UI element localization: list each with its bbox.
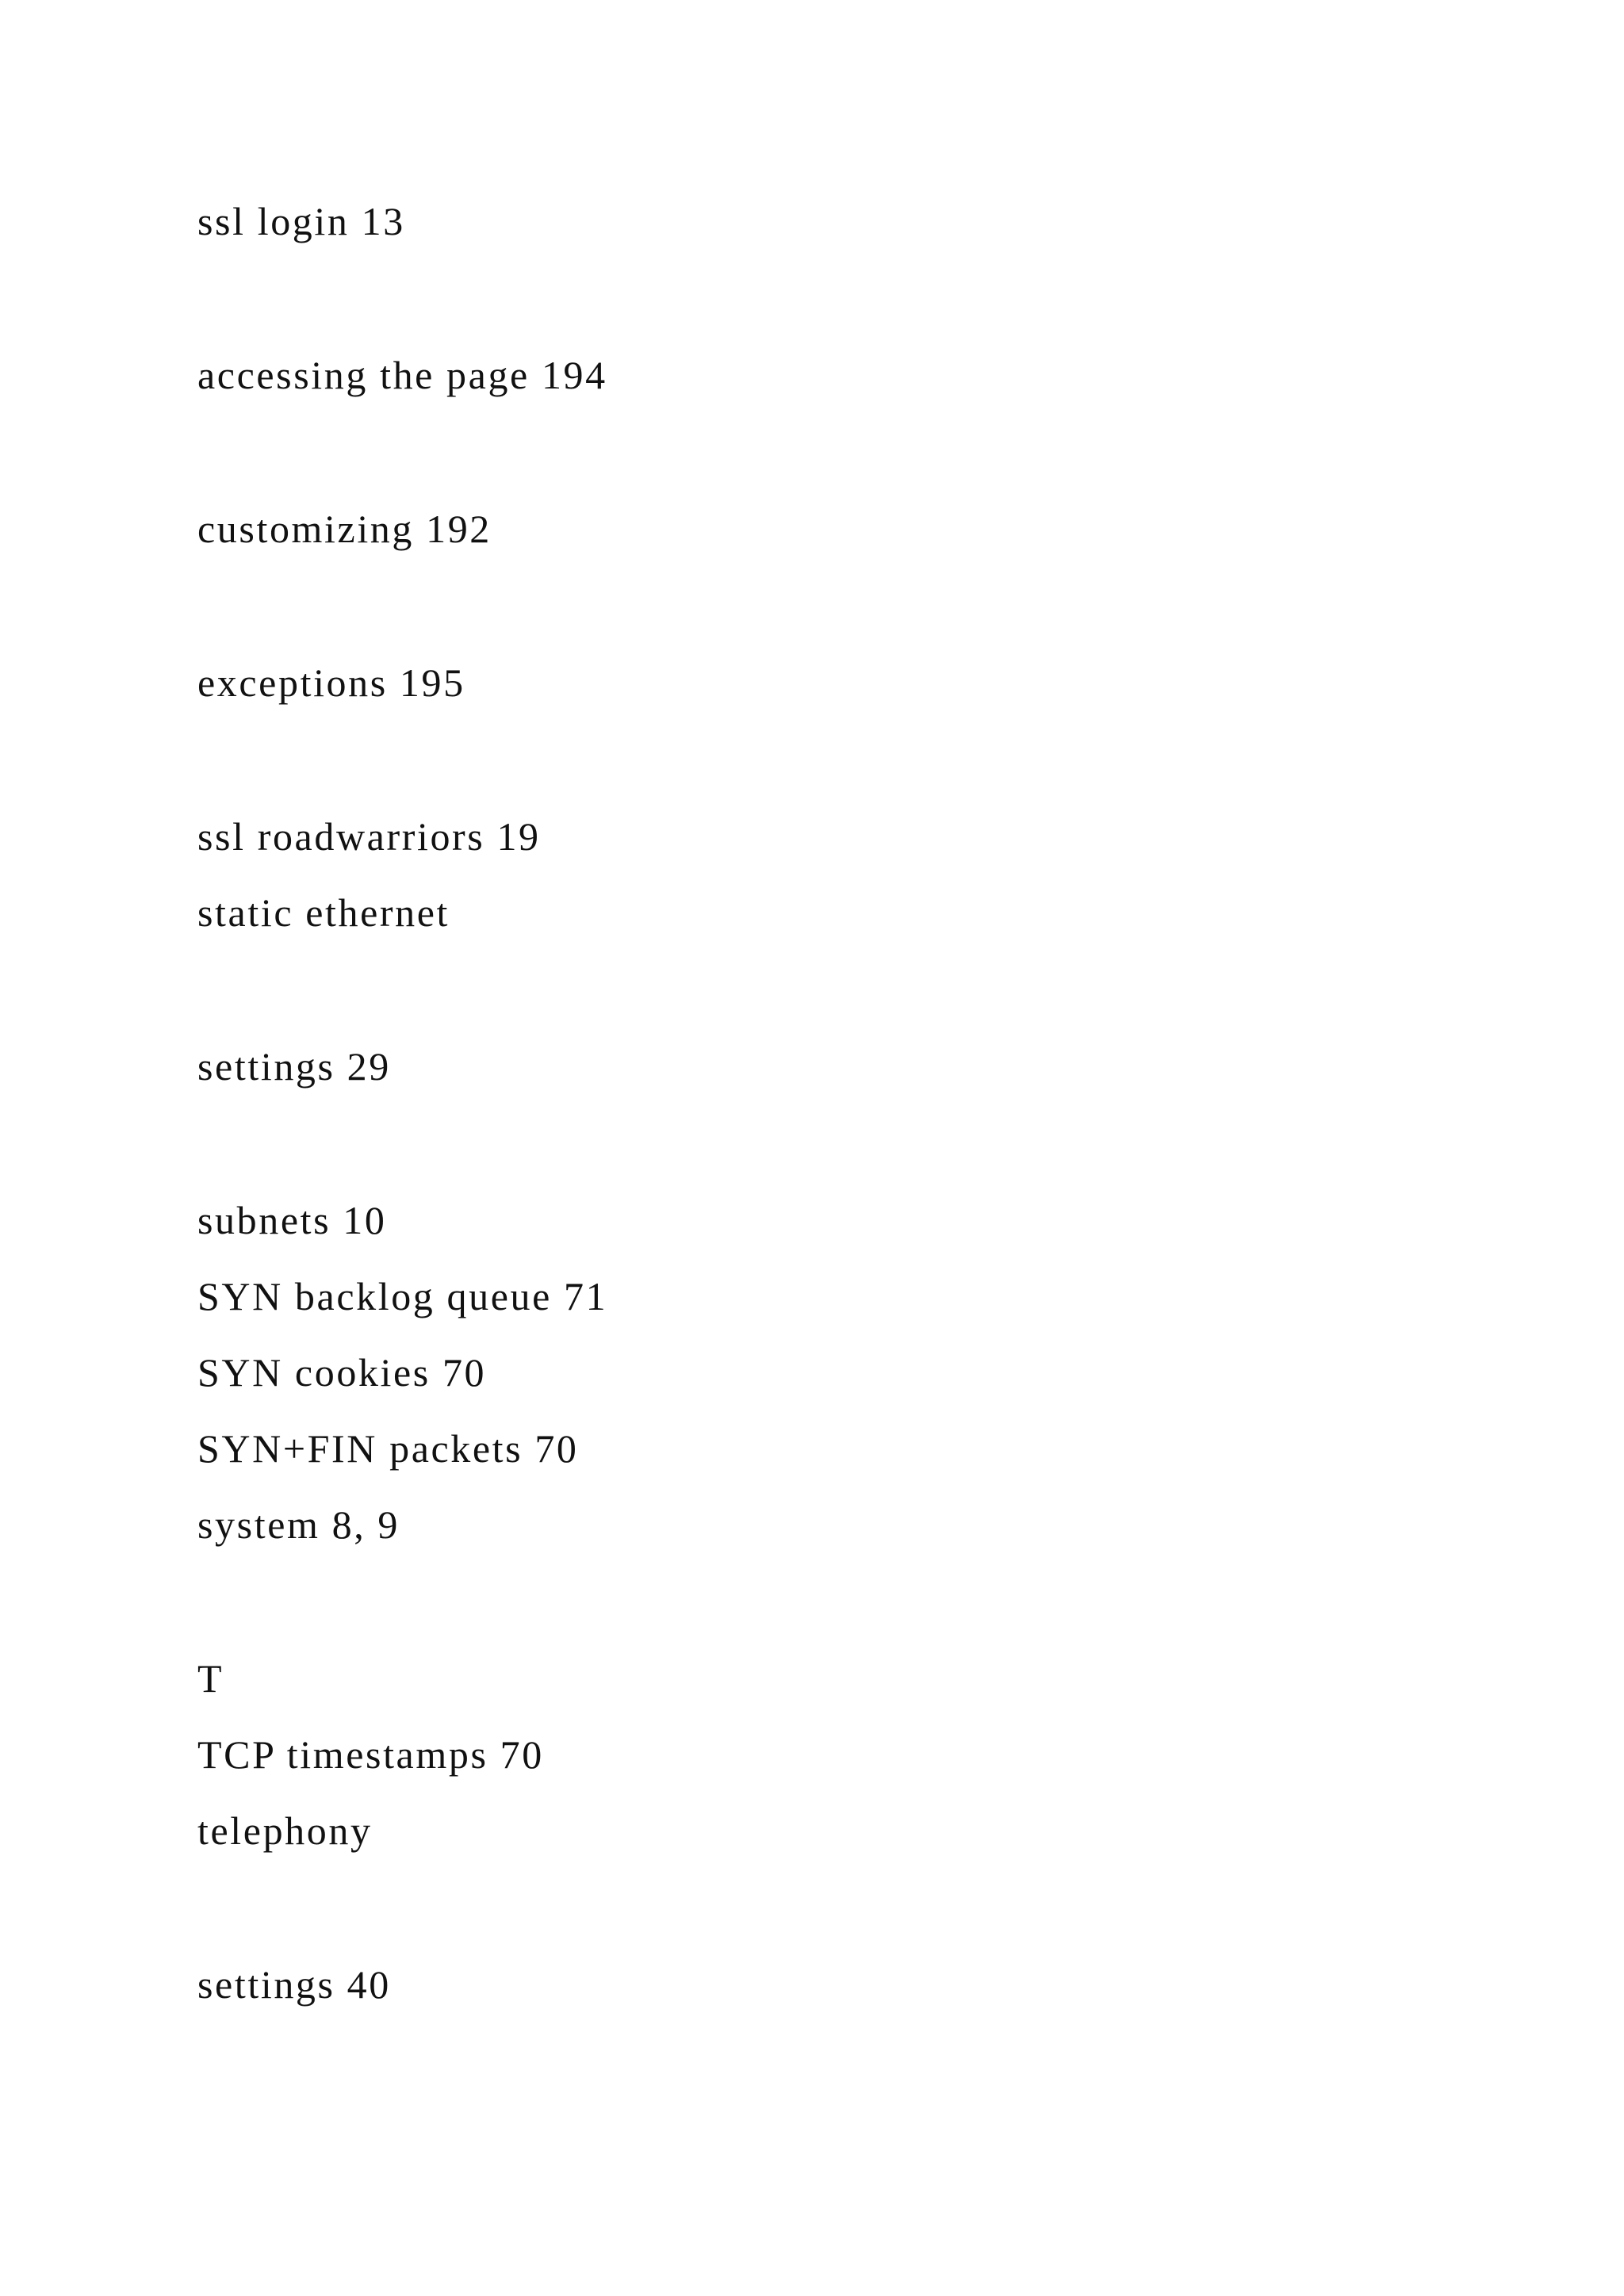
index-entry-settings: settings 29: [197, 1044, 391, 1089]
index-entry-tcp-timestamps: TCP timestamps 70: [197, 1732, 544, 1777]
index-entry-subnets: subnets 10: [197, 1198, 387, 1242]
index-entry-syn-backlog-queue: SYN backlog queue 71: [197, 1274, 608, 1318]
index-entry-customizing: customizing 192: [197, 507, 492, 551]
index-entry-static-ethernet: static ethernet: [197, 890, 450, 935]
index-entry-telephony-settings: settings 40: [197, 1962, 391, 2007]
index-entry-exceptions: exceptions 195: [197, 660, 465, 705]
index-entry-system: system 8, 9: [197, 1502, 400, 1547]
index-section-letter-t: T: [197, 1656, 224, 1701]
index-entry-ssl-login: ssl login 13: [197, 199, 405, 243]
index-entry-syn-fin-packets: SYN+FIN packets 70: [197, 1426, 579, 1471]
index-entry-accessing-the-page: accessing the page 194: [197, 353, 607, 397]
index-entry-ssl-roadwarriors: ssl roadwarriors 19: [197, 814, 541, 859]
index-entry-syn-cookies: SYN cookies 70: [197, 1350, 487, 1395]
index-entry-telephony: telephony: [197, 1808, 373, 1853]
